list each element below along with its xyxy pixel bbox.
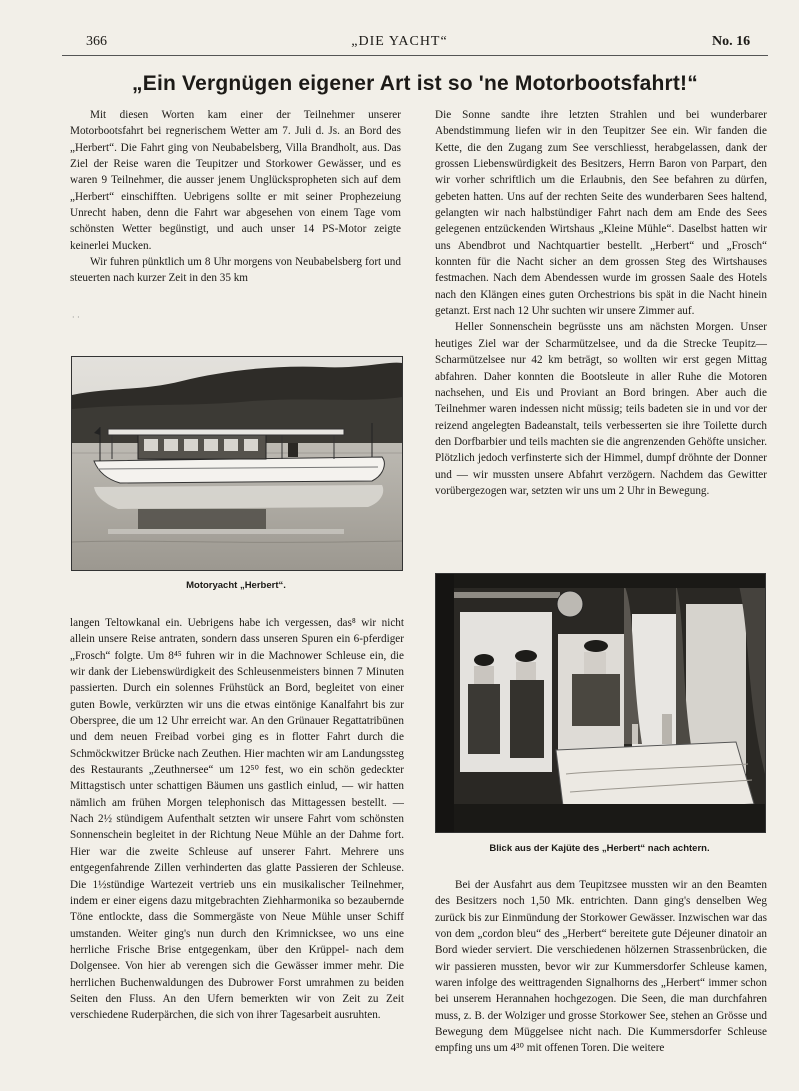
paragraph: Heller Sonnenschein begrüsste uns am nächsten Morgen. Unser heutiges Ziel war der Scharmützelsee, und da die Strecke Teupitz—Scharmützelsee nur 42 km beträgt, so wollten wir erst gegen Mittag abfahren. Daher konnten die Bootsleute in aller Ruhe die Motoren nachsehen, und Eis und Proviant an Bord bringen. Aber auch die Teilnehmer waren indessen nicht müssig; teils badeten sie in und vor der reizend angelegten Badeanstalt, teils verbesserten sie ihre Toilette durch den Dorfbarbier und teils machten sie die angrenzenden Gehöfte unsicher. Plötzlich jedoch verfinsterte sich der Himmel, dumpf dröhnte der Donner und — wir mussten unsere Abfahrt verzögern. Nachdem das Gewitter vorübergezogen war, setzten wir uns um 2 Uhr in Bewegung. — [435, 321, 767, 497]
header-rule — [62, 55, 768, 56]
caption-photo-2: Blick aus der Kajüte des „Herbert“ nach achtern. — [489, 843, 710, 854]
photo-cabin-view — [435, 573, 766, 833]
photo-motor-yacht — [71, 356, 403, 571]
yacht-illustration — [72, 357, 402, 570]
cabin-illustration — [436, 574, 765, 832]
paragraph: Bei der Ausfahrt aus dem Teupitzsee mussten wir an den Beamten des Besitzers noch 1,50 Mk. entrichten. Dann ging's denselben Weg zurück bis zur Einmündung der Storkower Gewässer. Inzwischen war das von dem „cordon bleu“ des „Herbert“ bereitete gute Déjeuner dinatoir an Bord wieder serviert. Die verschiedenen hölzernen Strassenbrücken, die wir passieren mussten, bevor wir zur Kummersdorfer Schleuse kamen, waren infolge des weittragenden Signalhorns des „Herbert“ immer schon bei unserem Herannahen hochgezogen. Die Seen, die man durchfahren muss, z. B. der Wolziger und grosse Storkower See, stehen an Grösse und Bewegung dem Müggelsee nicht nach. Die Kummersdorfer Schleuse empfing uns um 4³⁰ mit offenen Toren. Die weitere — [435, 879, 767, 1055]
page-number: 366 — [86, 34, 107, 49]
paragraph: Die Sonne sandte ihre letzten Strahlen und bei wunderbarer Abendstimmung liefen wir in den Teupitzer See ein. Wir fanden die Kette, die den Zugang zum See verschliesst, herabgelassen, dank der grossen Liebenswürdigkeit des Besitzers, Herrn Baron von Parpart, den wir vorher schriftlich um die Erlaubnis, den See befahren zu dürfen, gebeten hatten. Uns auf der rechten Seite des wunderbaren Sees haltend, gelangten wir nach halbstündiger Fahrt nach dem am Ende des Sees gelegenen entzückenden Wirtshaus „Kleine Mühle“. Daselbst hatten wir uns Abendbrot und Nachtquartier bestellt. „Herbert“ und „Frosch“ konnten für die Nacht sicher an dem grossen Steg des Wirtshauses festmachen. Nach dem Abendessen wurde im grossen Saale des Hotels nach den Klängen eines guten Orchestrions bis spät in die Nacht hinein getanzt. Erst nach 12 Uhr suchten wir unsere Zimmer auf. — [435, 109, 767, 318]
paragraph: langen Teltowkanal ein. Uebrigens habe ich vergessen, das⁸ wir nicht allein unsere Reise antraten, sondern dass unseren Spuren ein 6-pferdiger „Frosch“ folgte. Um 8⁴⁵ fuhren wir in die Machnower Schleuse ein, die wir dank der Liebenswürdigkeit des Schleusenmeisters binnen 7 Minuten passierten. Durch ein solennes Frühstück an Bord, begleitet von einer guten Bowle, verkürzten wir uns die etwas eintönige Kanalfahrt bis zur Oberspree, die um 12 Uhr erreicht war. An den Grünauer Regattatribünen und dem neuen Freibad vorbei ging es in flotter Fahrt durch die Schmöckwitzer Brücke nach Zeuthen. Hier machten wir am Landungssteg des Restaurants „Zeuthnersee“ um 12⁵⁰ fest, wo ein schön gedeckter Mittagstisch unter schattigen Bäumen uns gastlich einlud, — wir hatten nämlich am frühen Morgen telephonisch das Mittagessen bestellt. — Nach 2½ stündigem Aufenthalt setzten wir unsere Fahrt vom schönsten Sonnenschein begleitet in der Richtung Neue Mühle an der Dahme fort. Hier war die zweite Schleuse auf unserer Fahrt. Mehrere uns entgegenfahrende Zillen verhinderten das glatte Passieren der Schleuse. Die 1½stündige Wartezeit vertrieb uns ein musikalischer Teilnehmer, indem er einer eigens dazu mitgebrachten Ziehharmonika so bezaubernde Töne entlockte, dass die Sommergäste von Neue Mühle unser Schiff umstanden. Weiter ging's nun durch den Krimnicksee, wo uns eine herrliche Frische Brise entgegenkam, über den Krüppel- nach dem Dolgensee. Von hier ab verengen sich die Gewässer immer mehr. Die herrlichen Buchenwaldungen des Dubrower Forst umrahmen zu beiden Seiten den Fluss. An den Ufern bemerkten wir von Zeit zu Zeit verschiedene Ruderpärchen, die sich von ihrer Tagesarbeit ausruhten. — [70, 617, 404, 1022]
journal-name: „DIE YACHT“ — [351, 34, 448, 49]
text-block-right-top — [435, 107, 767, 499]
text-block-left-top — [70, 107, 401, 287]
issue-number: No. 16 — [712, 34, 751, 49]
article-title: „Ein Vergnügen eigener Art ist so 'ne Motorbootsfahrt!“ — [132, 72, 698, 95]
caption-photo-1: Motoryacht „Herbert“. — [186, 580, 286, 591]
paragraph: Mit diesen Worten kam einer der Teilnehmer unserer Motorbootsfahrt bei regnerischem Wetter am 7. Juli d. Js. an Bord des „Herbert“. Die Fahrt ging von Neubabelsberg, Villa Brandholt, aus. Das Ziel der Reise waren die Teupitzer und Storkower Gewässer, und es waren 9 Teilnehmer, die ausser jenem Unglückspropheten sich auf dem „Herbert“ einschifften. Uebrigens sollte er mit seiner Prophezeiung Unrecht haben, denn die Fahrt war abgesehen von einem Tage vom schönsten Wetter begünstigt, und auch unser 14 PS-Motor zeigte keinerlei Mucken. — [70, 109, 401, 252]
text-block-right-bottom — [435, 877, 767, 1057]
print-speck: · · — [72, 313, 80, 322]
text-block-left-bottom — [70, 615, 404, 1024]
paragraph: Wir fuhren pünktlich um 8 Uhr morgens von Neubabelsberg fort und steuerten nach kurzer Zeit in den 35 km — [70, 256, 401, 285]
